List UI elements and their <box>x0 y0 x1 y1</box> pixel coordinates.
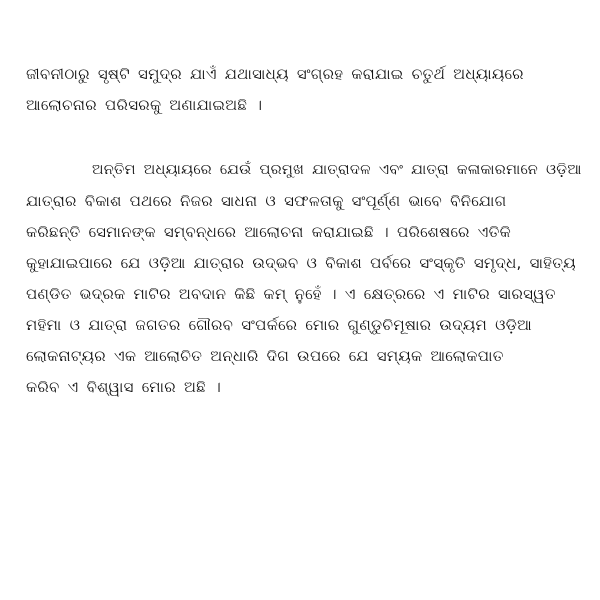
text-line: ଯାତ୍ରାର ବିକାଶ ପଥରେ ନିଜର ସାଧନା ଓ ସଫଳତାକୁ ସଂପୂର୍ଣ୍ଣ ଭାବେ ବିନିଯୋଗ <box>26 192 507 210</box>
paragraph-2 <box>26 155 582 403</box>
text-line: କରିବ ଏ ବିଶ୍ୱାସ ମୋର ଅଛି । <box>26 378 222 396</box>
text-line: ଅନ୍ତିମ ଅଧ୍ୟାୟରେ ଯେଉଁ ପ୍ରମୁଖ ଯାତ୍ରାଦଳ ଏବଂ ଯାତ୍ରା କଳାକାରମାନେ ଓଡ଼ିଆ <box>92 162 582 178</box>
text-line: ପଣ୍ଡିତ ଭଦ୍ରକ ମାଟିର ଅବଦାନ କିଛି କମ୍ ନୁହେଁ । ଏ କ୍ଷେତ୍ରରେ ଏ ମାଟିର ସାରସ୍ୱତ <box>26 285 556 303</box>
text-line: ଆଲୋଚନାର ପରିସରକୁ ଅଣାଯାଇଅଛି । <box>26 96 263 114</box>
text-line: ଜୀବନୀଠାରୁ ସୃଷ୍ଟି ସମୁଦ୍ର ଯାଏଁ ଯଥାସାଧ୍ୟ ସଂଗ୍ରହ କରାଯାଇ ଚତୁର୍ଥ ଅଧ୍ୟାୟରେ <box>26 65 524 83</box>
text-line: କରିଛନ୍ତି ସେମାନଙ୍କ ସମ୍ବନ୍ଧରେ ଆଲୋଚନା କରାଯାଇଛି । ପରିଶେଷରେ ଏତିକି <box>26 223 511 241</box>
text-line: ଲୋକନାଟ୍ୟର ଏକ ଆଲୋଚିତ ଅନ୍ଧାରି ଦିଗ ଉପରେ ଯେ ସମ୍ୟକ ଆଲୋକପାତ <box>26 347 504 365</box>
text-line: ମହିମା ଓ ଯାତ୍ରା ଜଗତର ଗୌରବ ସଂପର୍କରେ ମୋର ଗୁଣ୍ଡୁଚିମୂଷାର ଉଦ୍ୟମ ଓଡ଼ିଆ <box>26 316 532 334</box>
text-line: କୁହାଯାଇପାରେ ଯେ ଓଡ଼ିଆ ଯାତ୍ରାର ଉଦ୍ଭବ ଓ ବିକାଶ ପର୍ବରେ ସଂସ୍କୃତି ସମୃଦ୍ଧ, ସାହିତ୍ୟ <box>26 254 576 272</box>
paragraph-1 <box>26 59 582 121</box>
